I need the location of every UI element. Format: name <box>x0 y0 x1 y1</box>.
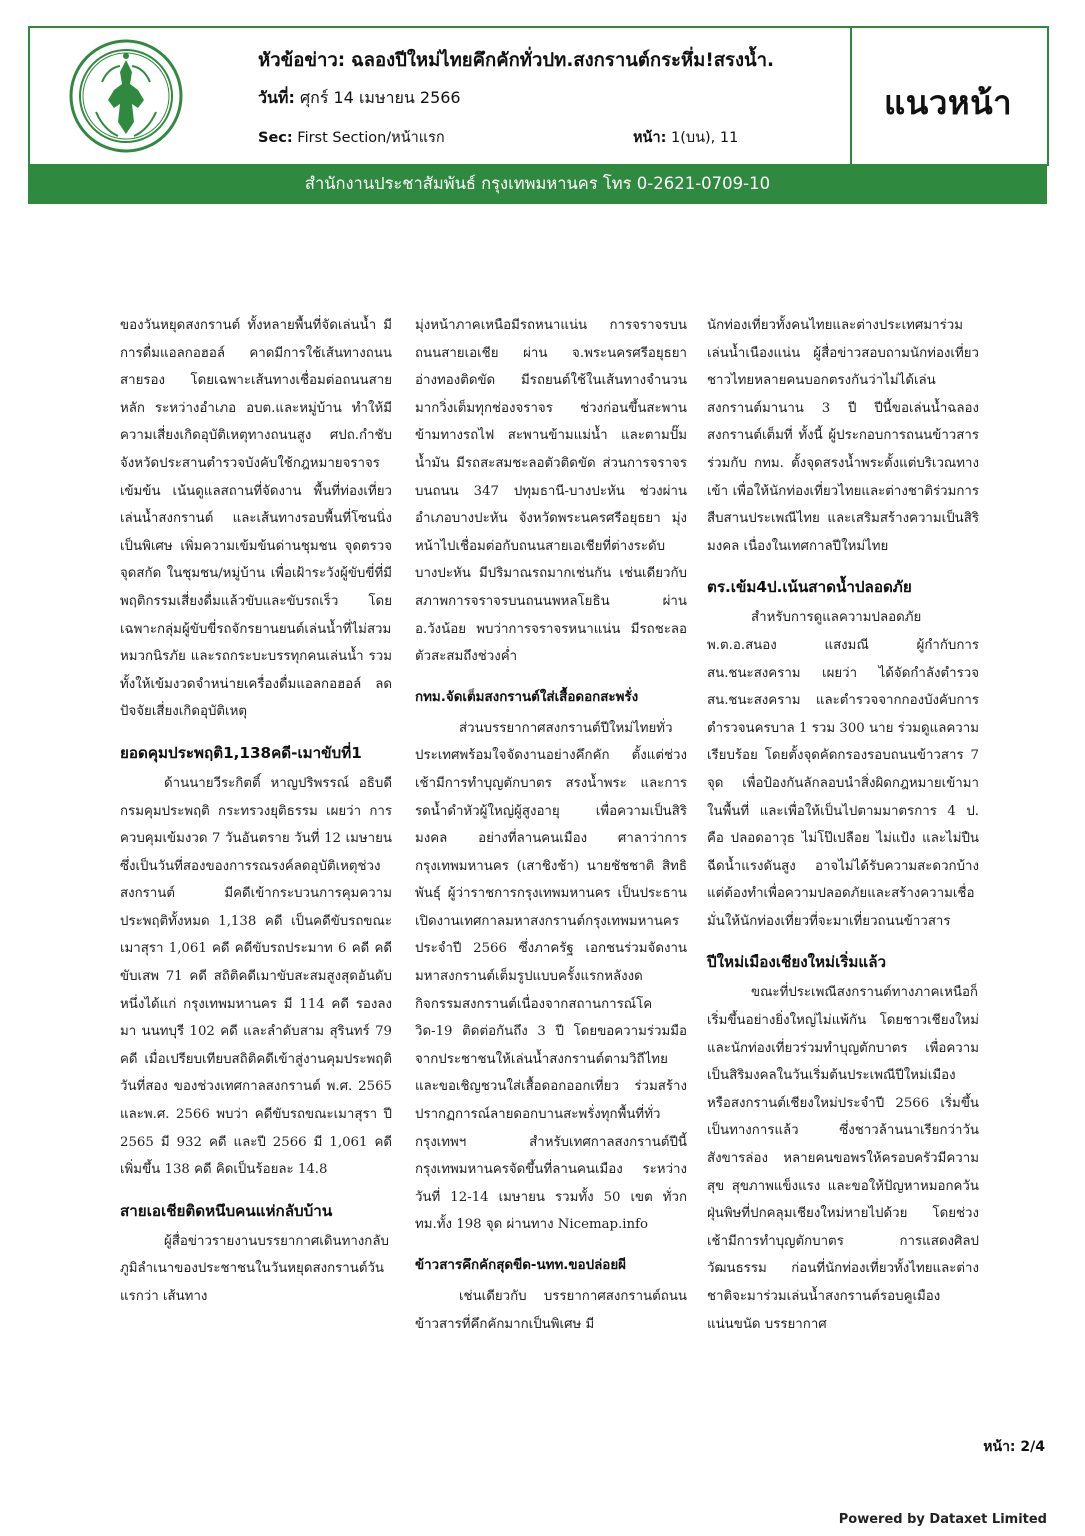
paragraph: ขณะที่ประเพณีสงกรานต์ทางภาคเหนือก็เริ่มขึ้นอย่างยิ่งใหญ่ไม่แพ้กัน โดยชาวเชียงใหม่และนักท่องเที่ยวร่วมทำบุญตักบาตร เพื่อความเป็นสิริมงคลในวันเริ่มต้นประเพณีปีใหม่เมือง หรือสงกรานต์เชียงใหม่ประจำปี 2566 เริ่มขึ้นเป็นทางการแล้ว ซึ่งชาวล้านนาเรียกว่าวันสังขารล่อง หลายคนขอพรให้ครอบครัวมีความสุข สุขภาพแข็งแรง และขอให้ปัญหาหมอกควันฝุ่นพิษที่ปกคลุมเชียงใหม่หายไปด้วย โดยช่วงเช้ามีการทำบุญตักบาตร การแสดงศิลปวัฒนธรรม ก่อนที่นักท่องเที่ยวทั้งไทยและต่างชาติจะมาร่วมเล่นน้ำสงกรานต์รอบคูเมืองแน่นขนัด บรรยากาศ <box>707 985 979 1332</box>
subheading: ข้าวสารคึกคักสุดขีด-นทท.ขอปล่อยผี <box>415 1258 627 1273</box>
office-bar: สำนักงานประชาสัมพันธ์ กรุงเทพมหานคร โทร 0-2621-0709-10 <box>28 164 1047 204</box>
paragraph: ด้านนายวีระกิตติ์ หาญปริพรรณ์ อธิบดีกรมคุมประพฤติ กระทรวงยุติธรรม เผยว่า การควบคุมเข้มงวด 7 วันอันตราย วันที่ 12 เมษายน ซึ่งเป็นวันที่สองของการรณรงค์ลดอุบัติเหตุช่วงสงกรานต์ มีคดีเข้ากระบวนการคุมความประพฤติทั้งหมด 1,138 คดี เป็นคดีขับรถขณะเมาสุรา 1,061 คดี คดีขับรถประมาท 6 คดี คดีขับเสพ 71 คดี สถิติคดีเมาขับสะสมสูงสุดอันดับหนึ่งได้แก่ กรุงเทพมหานคร มี 114 คดี รองลงมา นนทบุรี 102 คดี และลำดับสาม สุรินทร์ 79 คดี เมื่อเปรียบเทียบสถิติคดีเข้าสู่งานคุมประพฤติวันที่สอง ของช่วงเทศกาลสงกรานต์ พ.ศ. 2565 และพ.ศ. 2566 พบว่า คดีขับรถขณะเมาสุรา ปี 2565 มี 932 คดี และปี 2566 มี 1,061 คดี เพิ่มขึ้น 138 คดี คิดเป็นร้อยละ 14.8 <box>120 775 392 1178</box>
section-value: First Section/หน้าแรก <box>297 130 445 146</box>
powered-by: Powered by Dataxet Limited <box>838 1512 1047 1527</box>
paragraph: ผู้สื่อข่าวรายงานบรรยากาศเดินทางกลับภูมิลำเนาของประชาชนในวันหยุดสงกรานต์วันแรกว่า เส้นทาง <box>120 1233 389 1304</box>
header-box <box>28 26 1049 166</box>
page-indicator: หน้า: 2/4 <box>983 1439 1045 1455</box>
page-row <box>633 126 738 149</box>
date-value: ศุกร์ 14 เมษายน 2566 <box>299 88 461 107</box>
subheading: สายเอเชียติดหนึบคนแห่กลับบ้าน <box>120 1201 333 1220</box>
page-value: 1(บน), 11 <box>671 130 739 146</box>
clipping-header <box>28 26 1047 204</box>
headline-text: ฉลองปีใหม่ไทยคึกคักทั่วปท.สงกรานต์กระหึ่ม!สรงน้ำ. <box>351 50 775 71</box>
date-row <box>258 86 461 111</box>
bangkok-seal-icon <box>68 38 184 154</box>
paragraph: เช่นเดียวกับ บรรยากาศสงกรานต์ถนนข้าวสารที่คึกคักมากเป็นพิเศษ มี <box>415 1289 687 1332</box>
paragraph: สำหรับการดูแลความปลอดภัย พ.ต.อ.สนอง แสงมณี ผู้กำกับการ สน.ชนะสงคราม เผยว่า ได้จัดกำลังตำรวจ สน.ชนะสงคราม และตำรวจจากกองบังคับการตำรวจนครบาล 1 รวม 300 นาย ร่วมดูแลความเรียบร้อย โดยตั้งจุดคัดกรองรอบถนนข้าวสาร 7 จุด เพื่อป้องกันลักลอบนำสิ่งผิดกฎหมายเข้ามาในพื้นที่ และเพื่อให้เป็นไปตามมาตรการ 4 ป. คือ ปลอดอาวุธ ไม่โป๊เปลือย ไม่แป้ง และไม่ปืนฉีดน้ำแรงดันสูง อาจไม่ได้รับความสะดวกบ้างแต่ต้องทำเพื่อความปลอดภัยและสร้างความเชื่อมั่นให้นักท่องเที่ยวที่จะมาเที่ยวถนนข้าวสาร <box>707 610 979 929</box>
article-column-2 <box>415 312 687 1338</box>
subheading: ตร.เข้ม4ป.เน้นสาดน้ำปลอดภัย <box>707 578 912 597</box>
subheading: ยอดคุมประพฤติ1,138คดี-เมาขับที่1 <box>120 743 362 762</box>
article-column-1 <box>120 312 392 1311</box>
date-label: วันที่: <box>258 88 295 107</box>
article-column-3 <box>707 312 979 1338</box>
paragraph: ของวันหยุดสงกรานต์ ทั้งหลายพื้นที่จัดเล่นน้ำ มีการดื่มแอลกอฮอล์ คาดมีการใช้เส้นทางถนนสายรอง โดยเฉพาะเส้นทางเชื่อมต่อถนนสายหลัก ระหว่างอำเภอ อบต.และหมู่บ้าน ทำให้มีความเสี่ยงเกิดอุบัติเหตุทางถนนสูง ศปถ.กำชับจังหวัดประสานตำรวจบังคับใช้กฎหมายจราจรเข้มข้น เน้นดูแลสถานที่จัดงาน พื้นที่ท่องเที่ยว เล่นน้ำสงกรานต์ และเส้นทางรอบพื้นที่โซนนิ่งเป็นพิเศษ เพิ่มความเข้มข้นด่านชุมชน จุดตรวจ จุดสกัด ในชุมชน/หมู่บ้าน เพื่อเฝ้าระวังผู้ขับขี่ที่มีพฤติกรรมเสี่ยงดื่มแล้วขับและขับรถเร็ว โดยเฉพาะกลุ่มผู้ขับขี่รถจักรยานยนต์เล่นน้ำที่ไม่สวมหมวกนิรภัย และรถกระบะบรรทุกคนเล่นน้ำ รวมทั้งให้เข้มงวดจำหน่ายเครื่องดื่มแอลกอฮอล์ ลดปัจจัยเสี่ยงเกิดอุบัติเหตุ <box>120 318 392 720</box>
publication-name: แนวหน้า <box>884 83 1013 122</box>
subheading: ปีใหม่เมืองเชียงใหม่เริ่มแล้ว <box>707 953 887 972</box>
paragraph: มุ่งหน้าภาคเหนือมีรถหนาแน่น การจราจรบนถนนสายเอเชีย ผ่าน จ.พระนครศรีอยุธยา อ่างทองติดขัด มีรถยนต์ใช้ในเส้นทางจำนวนมากวิ่งเต็มทุกช่องจราจร ช่วงก่อนขึ้นสะพานข้ามทางรถไฟ สะพานข้ามแม่น้ำ และตามปั๊มน้ำมัน มีรถสะสมชะลอตัวติดขัด ส่วนการจราจรบนถนน 347 ปทุมธานี-บางปะหัน ช่วงผ่าน อำเภอบางปะหัน จังหวัดพระนครศรีอยุธยา มุ่งหน้าไปเชื่อมต่อกับถนนสายเอเชียที่ต่างระดับบางปะหัน มีปริมาณรถมากเช่นกัน เช่นเดียวกับ สภาพการจราจรบนถนนพหลโยธิน ผ่าน อ.วังน้อย พบว่าการจราจรหนาแน่น มีรถชะลอตัวสะสมถึงช่วงค่ำ <box>415 318 687 665</box>
subheading: กทม.จัดเต็มสงกรานต์ใส่เสื้อดอกสะพรั่ง <box>415 689 639 705</box>
header-divider <box>850 28 852 164</box>
section-row <box>258 126 445 149</box>
section-label: Sec: <box>258 130 293 146</box>
paragraph: นักท่องเที่ยวทั้งคนไทยและต่างประเทศมาร่วมเล่นน้ำเนืองแน่น ผู้สื่อข่าวสอบถามนักท่องเที่ยวชาวไทยหลายคนบอกตรงกันว่าไม่ได้เล่นสงกรานต์มานาน 3 ปี ปีนี้ขอเล่นน้ำฉลองสงกรานต์เต็มที่ ทั้งนี้ ผู้ประกอบการถนนข้าวสาร ร่วมกับ กทม. ตั้งจุดสรงน้ำพระตั้งแต่บริเวณทางเข้า เพื่อให้นักท่องเที่ยวไทยและต่างชาติร่วมการสืบสานประเพณีไทย และเสริมสร้างความเป็นสิริมงคล เนื่องในเทศกาลปีใหม่ไทย <box>707 318 979 554</box>
headline-row <box>258 46 774 75</box>
page-label: หน้า: <box>633 130 667 146</box>
paragraph: ส่วนบรรยากาศสงกรานต์ปีใหม่ไทยทั่วประเทศพร้อมใจจัดงานอย่างคึกคัก ตั้งแต่ช่วงเช้ามีการทำบุญตักบาตร สรงน้ำพระ และการรดน้ำดำหัวผู้ใหญ่ผู้สูงอายุ เพื่อความเป็นสิริมงคล อย่างที่ลานคนเมือง ศาลาว่าการกรุงเทพมหานคร (เสาชิงช้า) นายชัชชาติ สิทธิพันธุ์ ผู้ว่าราชการกรุงเทพมหานคร เป็นประธานเปิดงานเทศกาลมหาสงกรานต์กรุงเทพมหานคร ประจำปี 2566 ซึ่งภาครัฐ เอกชนร่วมจัดงานมหาสงกรานต์เต็มรูปแบบครั้งแรกหลังงดกิจกรรมสงกรานต์เนื่องจากสถานการณ์โควิด-19 ติดต่อกันถึง 3 ปี โดยขอความร่วมมือจากประชาชนให้เล่นน้ำสงกรานต์ตามวิถีไทย และขอเชิญชวนใส่เสื้อดอกออกเที่ยว ร่วมสร้างปรากฏการณ์ลายดอกบานสะพรั่งทุกพื้นที่ทั่วกรุงเทพฯ สำหรับเทศกาลสงกรานต์ปีนี้กรุงเทพมหานครจัดขึ้นที่ลานคนเมือง ระหว่างวันที่ 12-14 เมษายน รวมทั้ง 50 เขต ทั่วกทม.ทั้ง 198 จุด ผ่านทาง Nicemap.info <box>415 720 687 1233</box>
headline-label: หัวข้อข่าว: <box>258 50 346 71</box>
